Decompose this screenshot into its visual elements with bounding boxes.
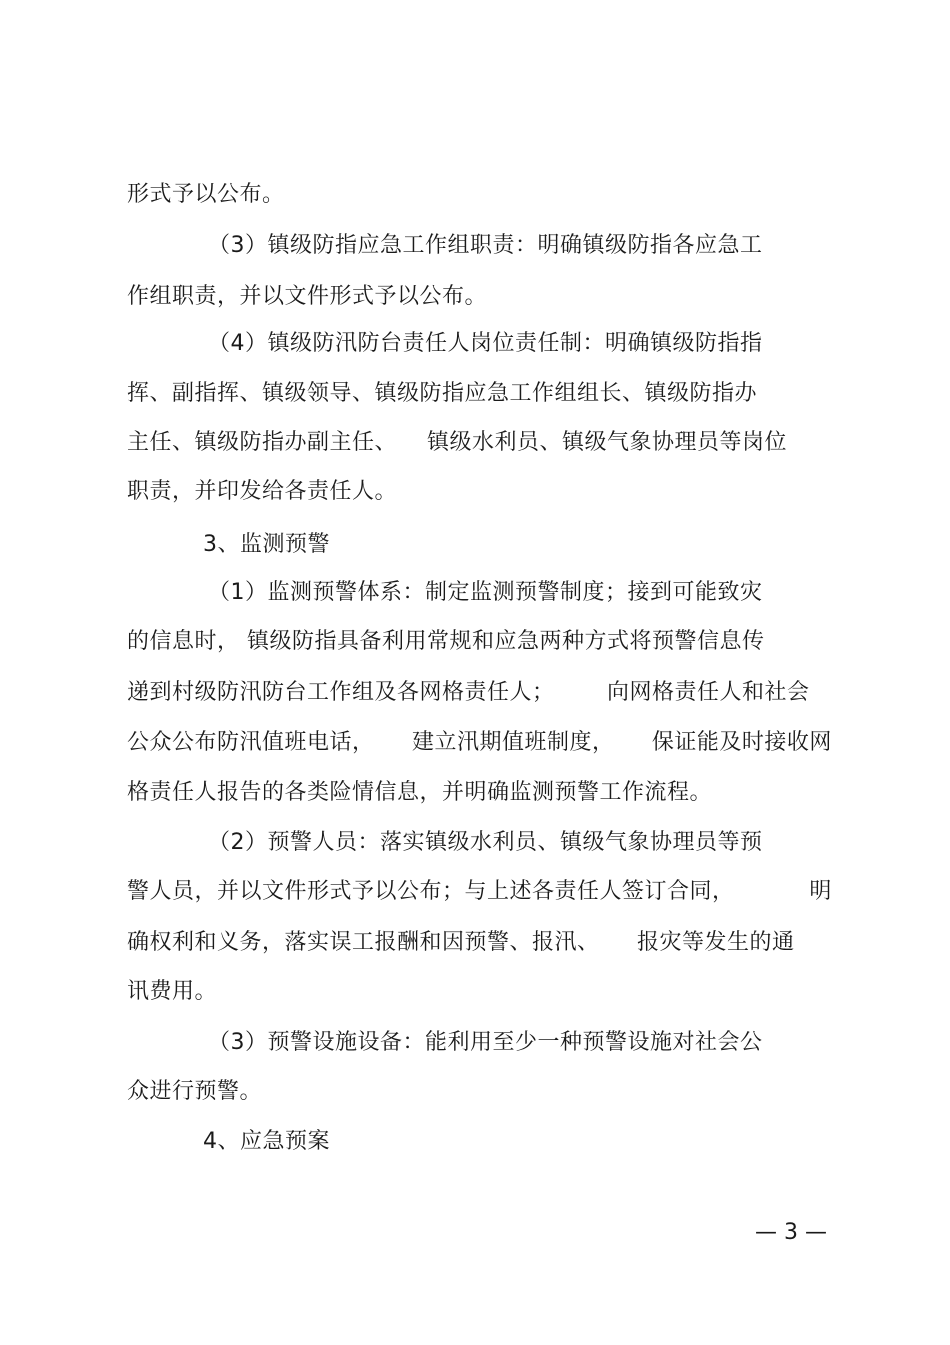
paragraph-line: 格责任人报告的各类险情信息，并明确监测预警工作流程。 (127, 780, 713, 805)
page-number: — 3 — (755, 1220, 827, 1245)
paragraph-line: 职责，并印发给各责任人。 (127, 479, 398, 504)
paragraph-line: 讯费用。 (127, 979, 218, 1004)
paragraph-line: 众进行预警。 (127, 1079, 263, 1104)
paragraph-line: （4）镇级防汛防台责任人岗位责任制：明确镇级防指指 (208, 331, 763, 356)
paragraph-line: （2）预警人员：落实镇级水利员、镇级气象协理员等预 (208, 830, 763, 855)
paragraph-line: 挥、副指挥、镇级领导、镇级防指应急工作组组长、镇级防指办 (127, 381, 758, 406)
paragraph-line: 警人员，并以文件形式予以公布；与上述各责任人签订合同， 明 (127, 879, 832, 904)
section-heading: 4、应急预案 (203, 1129, 330, 1154)
paragraph-line: （3）镇级防指应急工作组职责：明确镇级防指各应急工 (208, 233, 763, 258)
paragraph-line: 主任、镇级防指办副主任、 镇级水利员、镇级气象协理员等岗位 (127, 430, 787, 455)
paragraph-line: 的信息时， 镇级防指具备利用常规和应急两种方式将预警信息传 (127, 629, 765, 654)
paragraph-line: 递到村级防汛防台工作组及各网格责任人； 向网格责任人和社会 (127, 680, 810, 705)
paragraph-line: 确权利和义务，落实误工报酬和因预警、报汛、 报灾等发生的通 (127, 930, 795, 955)
paragraph-line: （3）预警设施设备：能利用至少一种预警设施对社会公 (208, 1030, 763, 1055)
section-heading: 3、监测预警 (203, 532, 330, 557)
paragraph-line: 公众公布防汛值班电话， 建立汛期值班制度， 保证能及时接收网 (127, 730, 832, 755)
paragraph-line: 作组职责，并以文件形式予以公布。 (127, 284, 488, 309)
paragraph-line: 形式予以公布。 (127, 182, 285, 207)
paragraph-line: （1）监测预警体系：制定监测预警制度；接到可能致灾 (208, 580, 763, 605)
